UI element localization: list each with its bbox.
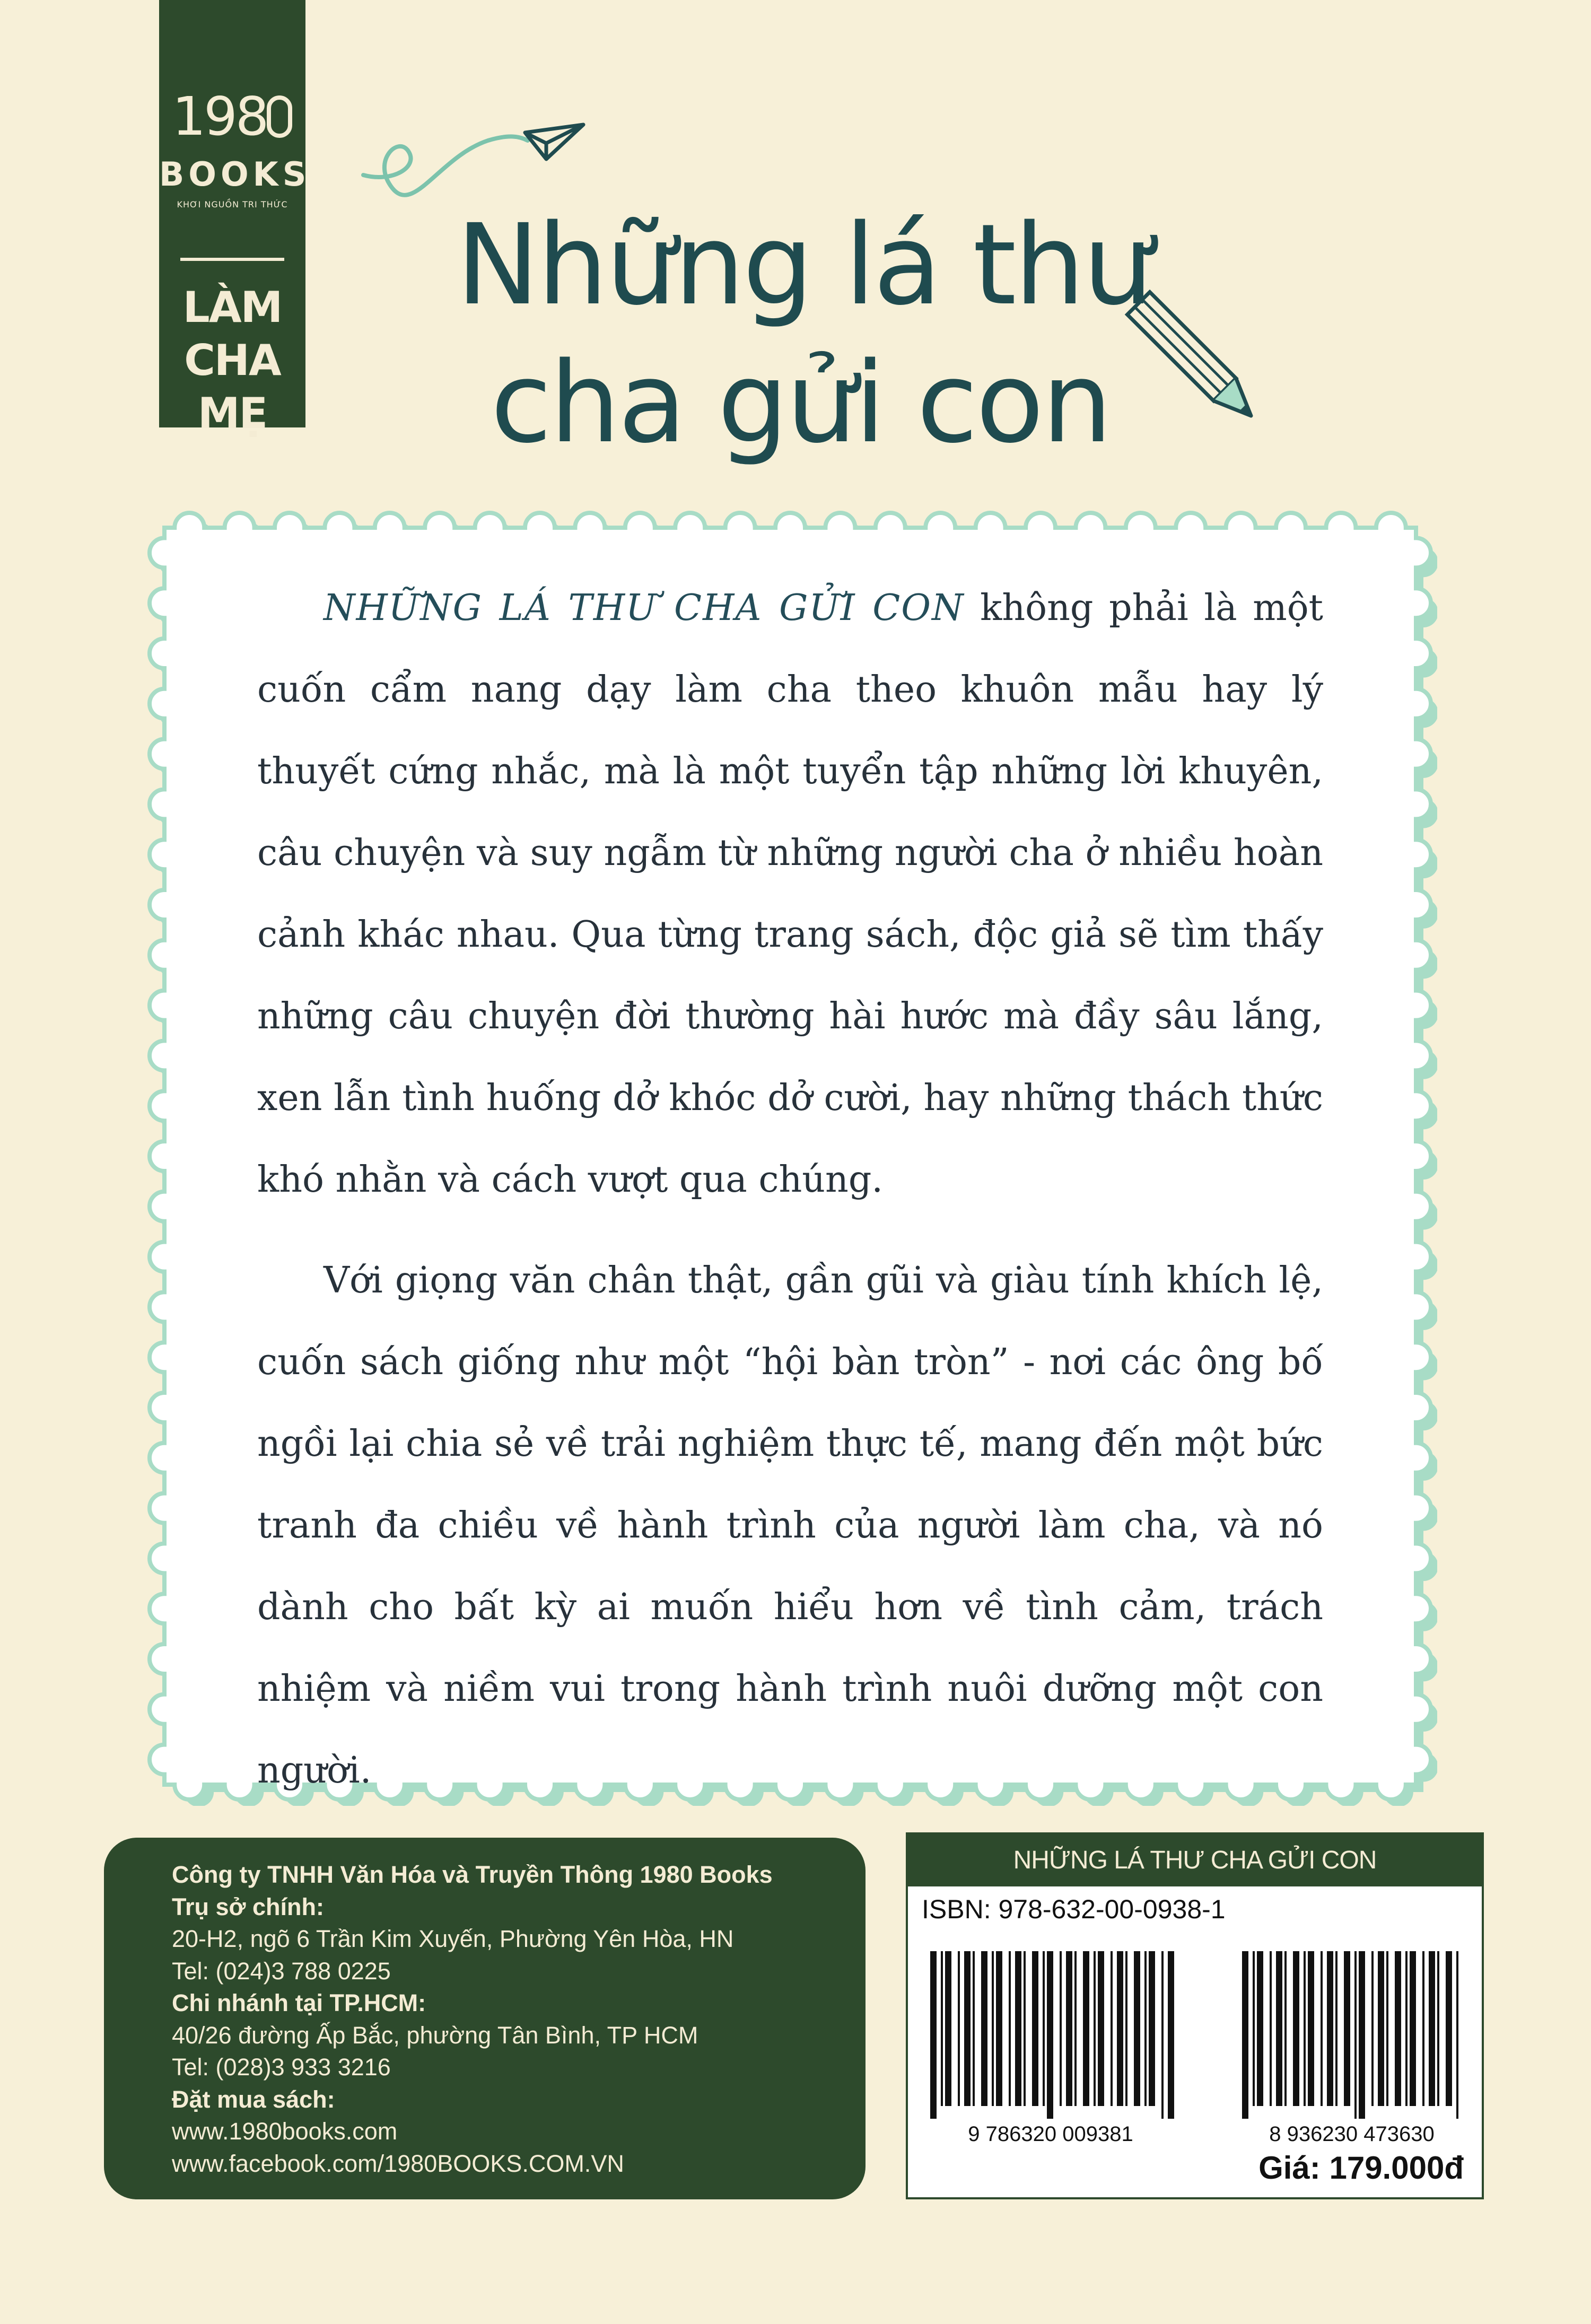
- barcode-bar: [973, 1951, 975, 2106]
- company-name: Công ty TNHH Văn Hóa và Truyền Thông 1980 Books: [172, 1861, 773, 1888]
- order-label: Đặt mua sách:: [172, 2085, 335, 2113]
- isbn-barcode: [921, 1946, 1181, 2147]
- barcode-bar: [1168, 1951, 1174, 2119]
- book-description: [257, 567, 1323, 1831]
- barcode-bar: [1098, 1951, 1104, 2106]
- barcode-bar: [1161, 1951, 1164, 2119]
- title-line-2: cha gửi con: [491, 338, 1111, 468]
- barcode-bar: [1149, 1951, 1155, 2106]
- barcode-bar: [1446, 1951, 1452, 2106]
- barcode-bar: [1074, 1951, 1077, 2106]
- barcode-bar: [1134, 1951, 1140, 2106]
- barcode-bar: [996, 1951, 1002, 2106]
- barcode-bar: [1321, 1951, 1323, 2106]
- publisher-logo-year: [159, 85, 305, 147]
- description-paragraph-2: Với giọng văn chân thật, gần gũi và giàu tính khích lệ, cuốn sách giống như một “hội bàn tròn” - nơi các ông bố ngồi lại chia sẻ về trải nghiệm thực tế, mang đến một bức tranh đa chiều về hành trình của người làm cha, và nó dành cho bất kỳ ai muốn hiểu hơn về tình cảm, trách nhiệm và niềm vui trong hành trình nuôi dưỡng một con người.: [257, 1260, 1323, 1792]
- hq-tel: Tel: (024)3 788 0225: [172, 1957, 391, 1985]
- barcode-bar: [1032, 1951, 1038, 2106]
- barcode-bar: [958, 1951, 960, 2106]
- branch-address: 40/26 đường Ấp Bắc, phường Tân Bình, TP HCM: [172, 2021, 698, 2049]
- publisher-tagline: KHƠI NGUỒN TRI THỨC: [177, 199, 288, 209]
- hq-address: 20-H2, ngõ 6 Trần Kim Xuyến, Phường Yên Hòa, HN: [172, 1925, 734, 1952]
- barcode-bar: [1378, 1951, 1384, 2106]
- barcode-bar: [930, 1951, 937, 2119]
- barcode-bar: [1354, 1951, 1357, 2119]
- branch-tel: Tel: (028)3 933 3216: [172, 2054, 391, 2081]
- barcode-bar: [1043, 1951, 1045, 2106]
- barcode-bar: [1144, 1951, 1147, 2106]
- hq-label: Trụ sở chính:: [172, 1893, 325, 1920]
- book-title: [456, 196, 1199, 472]
- barcode-bar: [1327, 1951, 1333, 2106]
- barcode-bar: [1060, 1951, 1062, 2106]
- series-line-2: CHA MẸ: [184, 336, 281, 438]
- divider: [180, 258, 284, 261]
- barcode-box: [906, 1832, 1484, 2199]
- barcode-bar: [1270, 1951, 1272, 2106]
- barcode-bar: [1242, 1951, 1248, 2119]
- barcode-header: NHỮNG LÁ THƯ CHA GỬI CON: [908, 1834, 1482, 1886]
- publisher-contact-box: [104, 1838, 866, 2199]
- description-title: NHỮNG LÁ THƯ CHA GỬI CON: [324, 587, 965, 629]
- website-link: www.1980books.com: [172, 2118, 398, 2145]
- barcode-bar: [1429, 1951, 1435, 2106]
- barcode-bar: [1359, 1951, 1365, 2119]
- logo-zero-icon: [267, 95, 292, 138]
- barcode-bar: [981, 1951, 987, 2106]
- barcode-bar: [1024, 1951, 1026, 2106]
- barcode-bar: [992, 1951, 994, 2106]
- barcode-bar: [1308, 1951, 1314, 2106]
- title-line-1: Những lá thư: [456, 200, 1151, 330]
- series-line-1: LÀM: [182, 283, 282, 332]
- description-paragraph-1: [257, 567, 1323, 1221]
- barcode-bar: [1083, 1951, 1089, 2106]
- barcode-bar: [1257, 1951, 1263, 2106]
- ean-barcode: [1232, 1946, 1471, 2147]
- barcode-bar: [1410, 1951, 1416, 2106]
- barcode-bar: [964, 1951, 971, 2106]
- barcode-bar: [1304, 1951, 1306, 2106]
- barcode-bar: [1386, 1951, 1388, 2106]
- barcode-bar: [1422, 1951, 1424, 2106]
- barcode-bar: [1456, 1951, 1458, 2119]
- barcode-bar: [1284, 1951, 1287, 2106]
- barcode-bar: [1009, 1951, 1011, 2106]
- barcode-bar: [1293, 1951, 1299, 2106]
- year-text: 198: [172, 85, 267, 147]
- barcode-bar: [1125, 1951, 1127, 2106]
- barcode-bar: [1395, 1951, 1401, 2106]
- isbn-barcode-number: 9 786320 009381: [968, 2122, 1133, 2146]
- barcode-bar: [1405, 1951, 1408, 2106]
- branch-label: Chi nhánh tại TP.HCM:: [172, 1989, 426, 2016]
- barcode-bar: [1371, 1951, 1374, 2106]
- publisher-tab: [159, 0, 311, 438]
- barcode-bar: [1047, 1951, 1053, 2119]
- isbn-text: ISBN: 978-632-00-0938-1: [922, 1894, 1226, 1924]
- barcode-bar: [1015, 1951, 1021, 2106]
- barcode-bar: [1117, 1951, 1123, 2106]
- facebook-link: www.facebook.com/1980BOOKS.COM.VN: [172, 2150, 624, 2177]
- description-stamp-panel: [143, 506, 1437, 1806]
- barcode-bar: [1066, 1951, 1072, 2106]
- barcode-bar: [1276, 1951, 1282, 2106]
- pencil-icon: [1124, 284, 1273, 443]
- barcode-bar: [1335, 1951, 1338, 2106]
- barcode-bar: [1253, 1951, 1255, 2106]
- barcode-bar: [1344, 1951, 1350, 2106]
- price-label: Giá: 179.000đ: [1258, 2150, 1464, 2186]
- barcode-bar: [941, 1951, 943, 2106]
- publisher-name: BOOKS: [159, 155, 311, 194]
- series-label: [159, 281, 305, 440]
- barcode-bar: [945, 1951, 951, 2106]
- description-p1-text: không phải là một cuốn cẩm nang dạy làm cha theo khuôn mẫu hay lý thuyết cứng nhắc, mà là một tuyển tập những lời khuyên, câu chuyện và suy ngẫm từ những người cha ở nhiều hoàn cảnh khác nhau. Qua từng trang sách, độc giả sẽ tìm thấy những câu chuyện đời thường hài hước mà đầy sâu lắng, xen lẫn tình huống dở khóc dở cười, hay những thách thức khó nhằn và cách vượt qua chúng.: [257, 587, 1323, 1201]
- ean-barcode-number: 8 936230 473630: [1269, 2122, 1435, 2146]
- barcode-bar: [1094, 1951, 1096, 2106]
- barcode-bar: [1111, 1951, 1113, 2106]
- barcode-bar: [1437, 1951, 1439, 2106]
